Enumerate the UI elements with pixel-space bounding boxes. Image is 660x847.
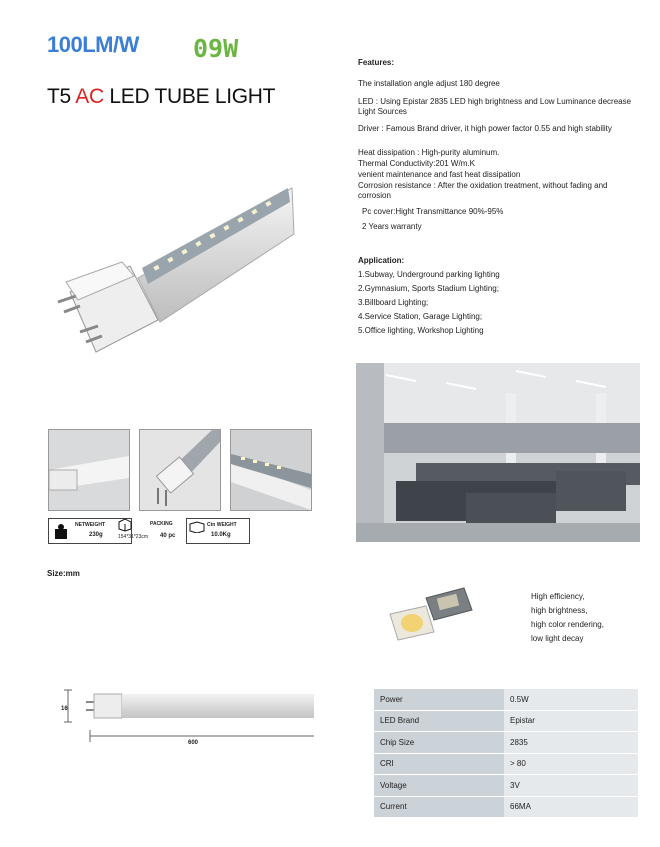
chip-desc-line: low light decay — [531, 634, 584, 643]
size-length: 600 — [188, 740, 199, 746]
product-title — [47, 85, 275, 109]
application-item: 4.Service Station, Garage Lighting; — [358, 312, 483, 321]
feature-item: The installation angle adjust 180 degree — [358, 79, 500, 88]
feature-item: Driver : Famous Brand driver, it high power factor 0.55 and high stability — [358, 124, 612, 133]
spec-value: > 80 — [504, 753, 638, 775]
application-item: 1.Subway, Underground parking lighting — [358, 270, 500, 279]
spec-key: CRI — [374, 753, 504, 775]
carton-icon — [189, 521, 205, 533]
thumb-tube-leds — [230, 429, 312, 511]
feature-item: Heat dissipation : High-purity aluminum. — [358, 148, 500, 157]
size-height: 16 — [61, 706, 68, 712]
wattage-heading: 09W — [193, 34, 239, 63]
spec-key: Power — [374, 689, 504, 710]
title-post: LED TUBE LIGHT — [103, 85, 276, 108]
led-chip-image — [386, 584, 476, 644]
size-label: Size:mm — [47, 569, 80, 578]
feature-item: 2 Years warranty — [362, 222, 422, 231]
tube-product-image — [50, 180, 300, 360]
feature-item: Thermal Conductivity:201 W/m.K — [358, 159, 475, 168]
table-row — [374, 710, 638, 732]
thumb-tube-endcap — [139, 429, 221, 511]
efficiency-heading: 100LM/W — [47, 32, 139, 57]
application-item: 5.Office lighting, Workshop Lighting — [358, 326, 484, 335]
box-icon — [118, 518, 132, 532]
feature-item: venient maintenance and fast heat dissipation — [358, 170, 521, 179]
spec-key: Chip Size — [374, 732, 504, 754]
feature-item: Corrosion resistance : After the oxidation treatment, without fading and corrosion — [358, 181, 608, 200]
chip-desc-line: high brightness, — [531, 606, 588, 615]
ctn-weight-badge — [186, 518, 250, 544]
application-item: 3.Billboard Lighting; — [358, 298, 429, 307]
table-row — [374, 753, 638, 775]
title-ac: AC — [75, 85, 104, 108]
thumb-tube-lit — [48, 429, 130, 511]
packing-dims: 154*31*23cm — [118, 534, 149, 540]
spec-value: 0.5W — [504, 689, 638, 710]
feature-item: Pc cover:Hight Transmittance 90%-95% — [362, 207, 504, 216]
spec-table — [374, 689, 638, 818]
application-item: 2.Gymnasium, Sports Stadium Lighting; — [358, 284, 499, 293]
weight-icon — [53, 523, 69, 539]
packing-badge — [116, 518, 180, 542]
table-row — [374, 775, 638, 797]
spec-value: Epistar — [504, 710, 638, 732]
packing-label: PACKING — [150, 521, 173, 527]
spec-key: Current — [374, 796, 504, 818]
spec-value: 66MA — [504, 796, 638, 818]
net-weight-value: 230g — [89, 532, 103, 538]
table-row — [374, 732, 638, 754]
spec-key: LED Brand — [374, 710, 504, 732]
chip-desc-line: High efficiency, — [531, 592, 585, 601]
ctn-weight-value: 10.0Kg — [211, 532, 231, 538]
table-row — [374, 689, 638, 710]
packing-value: 40 pc — [160, 533, 176, 539]
table-row — [374, 796, 638, 818]
net-weight-label: NETWEIGHT — [75, 522, 105, 528]
feature-item: LED : Using Epistar 2835 LED high brightness and Low Luminance decrease Light Sources — [358, 97, 632, 116]
chip-desc-line: high color rendering, — [531, 620, 604, 629]
ctn-weight-label: Ctn WEIGHT — [207, 522, 237, 528]
spec-value: 3V — [504, 775, 638, 797]
spec-value: 2835 — [504, 732, 638, 754]
application-heading: Application: — [358, 256, 405, 265]
office-photo — [356, 363, 640, 542]
features-heading: Features: — [358, 58, 395, 67]
title-pre: T5 — [47, 85, 76, 108]
spec-key: Voltage — [374, 775, 504, 797]
